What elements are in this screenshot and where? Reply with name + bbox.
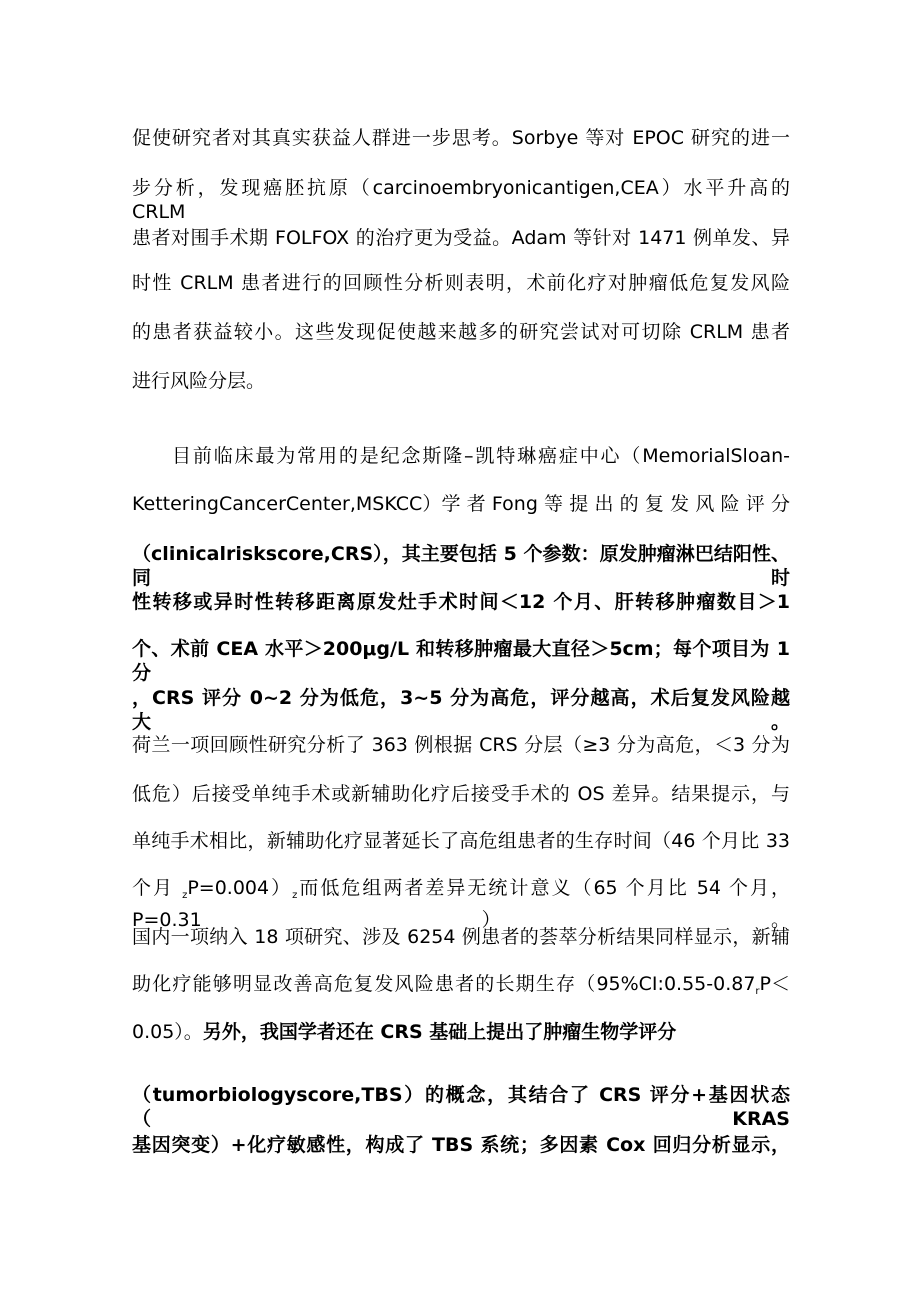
paragraph-2-line-6: ，CRS 评分 0~2 分为低危，3~5 分为高危，评分越高，术后复发风险越大。 bbox=[132, 687, 790, 733]
paragraph-2-line-7: 荷兰一项回顾性研究分析了 363 例根据 CRS 分层（≥3 分为高危，＜3 分为 bbox=[132, 734, 790, 756]
paragraph-1-line-2: 步分析，发现癌胚抗原（carcinoembryonicantigen,CEA）水平升高的 CRLM bbox=[132, 177, 790, 223]
paragraph-1-line-6: 进行风险分层。 bbox=[132, 370, 266, 392]
paragraph-3-line-2: 基因突变）+化疗敏感性，构成了 TBS 系统；多因素 Cox 回归分析显示， bbox=[132, 1134, 790, 1156]
paragraph-1-line-4: 时性 CRLM 患者进行的回顾性分析则表明，术前化疗对肿瘤低危复发风险 bbox=[132, 272, 790, 294]
paragraph-2-line-8: 低危）后接受单纯手术或新辅助化疗后接受手术的 OS 差异。结果提示，与 bbox=[132, 783, 790, 805]
paragraph-1-line-1: 促使研究者对其真实获益人群进一步思考。Sorbye 等对 EPOC 研究的进一 bbox=[132, 127, 790, 149]
crs-term: （clinicalriskscore,CRS）， bbox=[132, 543, 402, 565]
subscript-marker: r bbox=[755, 986, 760, 997]
tbs-intro: 另外，我国学者还在 CRS 基础上提出了肿瘤生物学评分 bbox=[202, 1021, 677, 1043]
crs-parameters: 其主要包括 5 个参数：原发肿瘤淋巴结阳性、同时 bbox=[132, 543, 790, 589]
paragraph-2-line-10: 个月 $_zP=0.004)_z$而低危组两者差异无统计意义（65 个月比 54 个月，P=0.31）。 bbox=[132, 877, 790, 931]
paragraph-2-line-2: KetteringCancerCenter,MSKCC）学 者 Fong 等 提 出 的 复 发 风 险 评 分 bbox=[132, 493, 790, 515]
paragraph-3-line-1: （tumorbiologyscore,TBS）的概念，其结合了 CRS 评分+基因状态（KRAS bbox=[132, 1084, 790, 1130]
subscript-marker: z bbox=[182, 890, 188, 901]
paragraph-2-line-5: 个、术前 CEA 水平＞200μg/L 和转移肿瘤最大直径＞5cm；每个项目为 1 分 bbox=[132, 638, 790, 684]
paragraph-2-line-9: 单纯手术相比，新辅助化疗显著延长了高危组患者的生存时间（46 个月比 33 bbox=[132, 830, 790, 852]
paragraph-2-line-4: 性转移或异时性转移距离原发灶手术时间＜12 个月、肝转移肿瘤数目＞1 bbox=[132, 591, 790, 613]
paragraph-2-line-11: 国内一项纳入 18 项研究、涉及 6254 例患者的荟萃分析结果同样显示，新辅 bbox=[132, 926, 790, 948]
tbs-term: （tumorbiologyscore,TBS） bbox=[132, 1084, 425, 1106]
paragraph-2-line-3 bbox=[132, 542, 790, 589]
paragraph-2-line-12: 助化疗能够明显改善高危复发风险患者的长期生存（$95\%CI:0.55-0.87_rP<$ bbox=[132, 973, 790, 997]
paragraph-2-line-1: 目前临床最为常用的是纪念斯隆–凯特琳癌症中心（MemorialSloan- bbox=[172, 445, 790, 467]
paragraph-1-line-5: 的患者获益较小。这些发现促使越来越多的研究尝试对可切除 CRLM 患者 bbox=[132, 321, 790, 343]
subscript-marker: z bbox=[292, 890, 298, 901]
paragraph-2-line-13: 0.05）。另外，我国学者还在 CRS 基础上提出了肿瘤生物学评分 bbox=[132, 1021, 677, 1043]
paragraph-1-line-3: 患者对围手术期 FOLFOX 的治疗更为受益。Adam 等针对 1471 例单发、异 bbox=[132, 227, 790, 249]
